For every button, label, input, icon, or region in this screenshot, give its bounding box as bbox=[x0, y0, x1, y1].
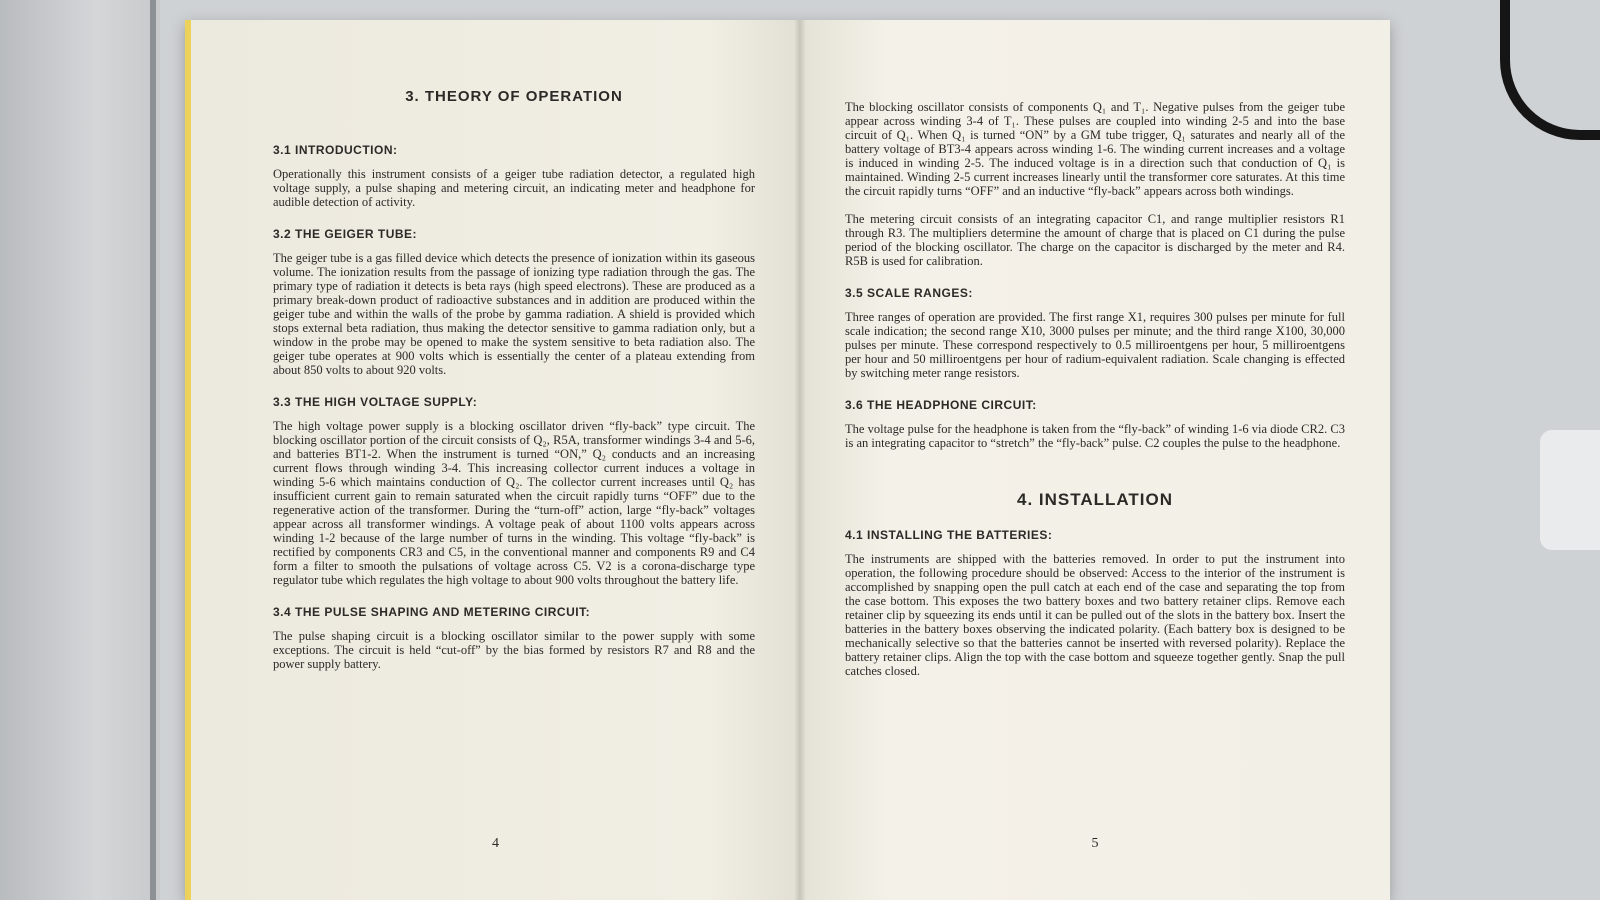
section-body-introduction: Operationally this instrument consists of a geiger tube radiation detector, a regulated high voltage supply, a pulse shaping and metering circuit, an indicating meter and headphone for audible detection of activity. bbox=[273, 167, 755, 209]
black-cable bbox=[1500, 0, 1600, 140]
left-page bbox=[185, 20, 800, 900]
table-seam bbox=[150, 0, 156, 900]
section-heading-pulse-shaping: 3.4 THE PULSE SHAPING AND METERING CIRCUIT: bbox=[273, 605, 591, 619]
open-booklet bbox=[185, 20, 1390, 900]
chapter-title-installation: 4. INSTALLATION bbox=[1016, 490, 1174, 509]
section-body-batteries: The instruments are shipped with the batteries removed. In order to put the instrument into operation, the following procedure should be observed: Access to the interior of the instrument is accomplished by snapping open the pull catch at each end of the case and separating the top from the case bottom. This exposes the two battery boxes and two battery retainer clips. Remove each retainer clip by squeezing its ends until it can be pulled out of the slots in the battery box. Insert the batteries in the battery boxes observing the indicated polarity. (Each battery box is designed to be mechanically selective so that the batteries cannot be inserted with reversed polarity). Replace the battery retainer clips. Align the top with the case bottom and squeeze together gently. Snap the pull catches closed. bbox=[845, 552, 1345, 678]
table-surface-left bbox=[0, 0, 160, 900]
section-heading-batteries: 4.1 INSTALLING THE BATTERIES: bbox=[845, 528, 1053, 542]
booklet-spine bbox=[794, 20, 806, 900]
section-heading-geiger-tube: 3.2 THE GEIGER TUBE: bbox=[273, 227, 418, 241]
page-number-left: 4 bbox=[492, 836, 499, 851]
chapter-title-theory: 3. THEORY OF OPERATION bbox=[405, 88, 623, 105]
page-number-right: 5 bbox=[1091, 836, 1099, 851]
section-body-scale-ranges: Three ranges of operation are provided. The first range X1, requires 300 pulses per minute for full scale indication; the second range X10, 3000 pulses per minute; and the third range X100, 30,000 pulses per minute. These correspond respectively to 0.5 milliroentgens per hour, 5 milliroentgens per hour and 50 milliroentgens per hour of radium-equivalent radiation. Scale changing is effected by switching meter range resistors. bbox=[845, 310, 1345, 380]
paragraph-metering-circuit: The metering circuit consists of an integrating capacitor C1, and range multiplier resistors R1 through R3. The multipliers determine the amount of charge that is placed on C1 during the pulse period of the blocking oscillator. The charge on the capacitor is discharged by the meter and R4. R5B is used for calibration. bbox=[845, 212, 1345, 268]
section-heading-scale-ranges: 3.5 SCALE RANGES: bbox=[845, 286, 973, 300]
section-body-geiger-tube: The geiger tube is a gas filled device which detects the presence of ionization within its gaseous volume. The ionization results from the passage of ionizing type radiation through the gas. The primary type of radiation it detects is beta rays (high speed electrons). These are produced as a primary break-down product of radioactive substances and in addition are produced within the geiger tube and within the walls of the probe by gamma radiation. A shield is provided which stops external beta radiation, thus making the detector sensitive to gamma radiation only, but a window in the probe may be opened to make the system sensitive to beta radiation also. The geiger tube operates at 900 volts which is essentially the center of a plateau extending from about 850 volts to about 920 volts. bbox=[273, 251, 755, 377]
section-heading-introduction: 3.1 INTRODUCTION: bbox=[273, 143, 398, 157]
section-heading-headphone: 3.6 THE HEADPHONE CIRCUIT: bbox=[845, 398, 1037, 412]
section-body-pulse-shaping: The pulse shaping circuit is a blocking oscillator similar to the power supply with some exceptions. The circuit is held “cut-off” by the bias formed by resistors R7 and R8 and the power supply battery. bbox=[273, 629, 755, 671]
right-page bbox=[800, 20, 1390, 900]
paragraph-blocking-oscillator: The blocking oscillator consists of components Q₁ and T₁. Negative pulses from the geiger tube appear across winding 3-4 of T₁. These pulses are coupled into winding 2-5 and into the base circuit of Q₁. When Q₁ is turned “ON” by a GM tube trigger, Q₁ saturates and nearly all of the battery voltage of BT3-4 appears across winding 1-6. The winding current increases and a voltage is induced in winding 2-5. The induced voltage is in a direction such that conduction of Q₁ is maintained. Winding 2-5 current increases linearly until the transformer core saturates. At this time the circuit rapidly turns “OFF” and an inductive “fly-back” appears across both windings. bbox=[845, 100, 1345, 198]
plastic-bag bbox=[1540, 430, 1600, 550]
section-heading-high-voltage: 3.3 THE HIGH VOLTAGE SUPPLY: bbox=[273, 395, 478, 409]
section-body-high-voltage: The high voltage power supply is a blocking oscillator driven “fly-back” type circuit. The blocking oscillator portion of the circuit consists of Q₂, R5A, transformer windings 3-4 and 5-6, and batteries BT1-2. When the instrument is turned “ON,” Q₂ conducts and an increasing current flows through winding 3-4. This increasing collector current induces a voltage in winding 5-6 which maintains conduction of Q₂. The collector current increases until Q₂ has insufficient current gain to remain saturated when the circuit rapidly turns “OFF” due to the regenerative action of the transformer. During the “turn-off” action, large “fly-back” voltages appear across all transformer windings. A voltage peak of about 1100 volts appears across winding 1-2 because of the large number of turns in the winding. This voltage “fly-back” is rectified by components CR3 and C5, in the conventional manner and components R9 and C4 form a filter to smooth the pulsations of voltage across C5. V2 is a corona-discharge type regulator tube which regulates the high voltage to about 900 volts throughout the battery life. bbox=[273, 419, 755, 587]
section-body-headphone: The voltage pulse for the headphone is taken from the “fly-back” of winding 1-6 via diode CR2. C3 is an integrating capacitor to “stretch” the “fly-back” pulse. C2 couples the pulse to the headphone. bbox=[845, 422, 1345, 450]
